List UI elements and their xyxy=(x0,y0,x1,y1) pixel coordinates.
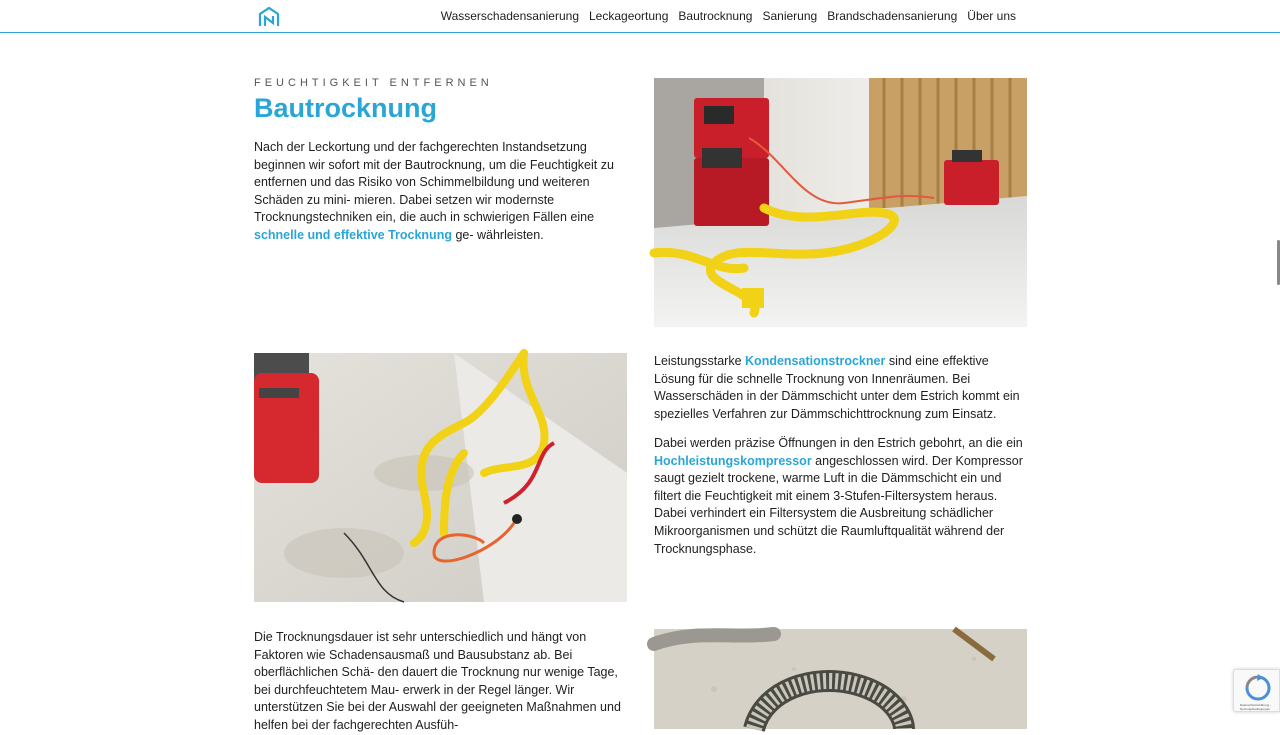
photo-compressor-hoses xyxy=(654,629,1027,729)
recaptcha-links[interactable]: Datenschutzerklärung - Nutzungsbedingungen xyxy=(1240,703,1272,711)
main-nav xyxy=(441,9,1016,23)
page-title: Bautrocknung xyxy=(254,93,438,123)
nav-item-leckageortung[interactable]: Leckageortung xyxy=(589,9,669,23)
section-eyebrow: FEUCHTIGKEIT ENTFERNEN xyxy=(254,77,493,89)
intro-paragraph xyxy=(254,139,626,245)
recaptcha-icon xyxy=(1243,674,1273,702)
kompressor-text-start: Dabei werden präzise Öffnungen in den Estrich gebohrt, an die ein xyxy=(654,436,1023,450)
nav-item-ueber-uns[interactable]: Über uns xyxy=(967,9,1016,23)
nav-item-brandschadensanierung[interactable]: Brandschadensanierung xyxy=(827,9,958,23)
kondensationstrockner-paragraph xyxy=(654,353,1028,423)
kondensation-text-end: sind eine effektive Lösung für die schnelle Trocknung von Innenräumen. Bei Wasserschäden in der Dämmschicht unter dem Estrich kommt ein spezielles Verfahren zur Dämmschichttrocknung zum Einsatz. xyxy=(654,354,1020,421)
nav-item-wasserschadensanierung[interactable]: Wasserschadensanierung xyxy=(440,9,579,23)
nav-item-bautrocknung[interactable]: Bautrocknung xyxy=(678,9,753,23)
link-hochleistungskompressor[interactable]: Hochleistungskompressor xyxy=(654,453,812,468)
recaptcha-badge[interactable] xyxy=(1233,669,1280,712)
photo-dehumidifiers-room xyxy=(654,78,1027,327)
intro-text-start: Nach der Leckortung und der fachgerechten Instandsetzung beginnen wir sofort mit der Bautrocknung, um die Feuchtigkeit zu entfernen und das Risiko von Schimmelbildung und weiteren Schäden zu mini- mieren. Dabei setzen wir modernste Trocknungstechniken ein, die auch in schwierigen Fällen eine xyxy=(254,140,614,225)
nav-item-sanierung[interactable]: Sanierung xyxy=(762,9,818,23)
site-header xyxy=(0,0,1280,33)
link-kondensationstrockner[interactable]: Kondensationstrockner xyxy=(745,354,886,368)
trocknungsdauer-paragraph: Die Trocknungsdauer ist sehr unterschiedlich und hängt von Faktoren wie Schadensausmaß und Bausubstanz ab. Bei oberflächlichen Schä- den dauert die Trocknung nur wenige Tage, bei durchfeuchtetem Mau- erwerk in der Regel länger. Wir unterstützen Sie bei der Auswahl der geeigneten Maßnahmen und helfen bei der fachgerechten Ausfüh- xyxy=(254,630,621,732)
intro-text-end: ge- währleisten. xyxy=(451,227,544,242)
kompressor-text-end: angeschlossen wird. Der Kompressor saugt gezielt trockene, warme Luft in die Dämmschicht ein und filtert die Feuchtigkeit mit einem 3-Stufen-Filtersystem heraus. Dabei verhindert ein Filtersystem die Ausbreitung schädlicher Mikroorganismen und schützt die Raumluftqualität während der Trocknungsphase. xyxy=(654,453,1023,556)
kondensation-text-start: Leistungsstarke xyxy=(654,354,746,368)
photo-drying-hoses-floor xyxy=(254,353,627,602)
home-logo-icon[interactable] xyxy=(258,6,280,28)
link-schnelle-trocknung[interactable]: schnelle und effektive Trocknung xyxy=(254,227,452,242)
kompressor-paragraph xyxy=(654,435,1028,558)
